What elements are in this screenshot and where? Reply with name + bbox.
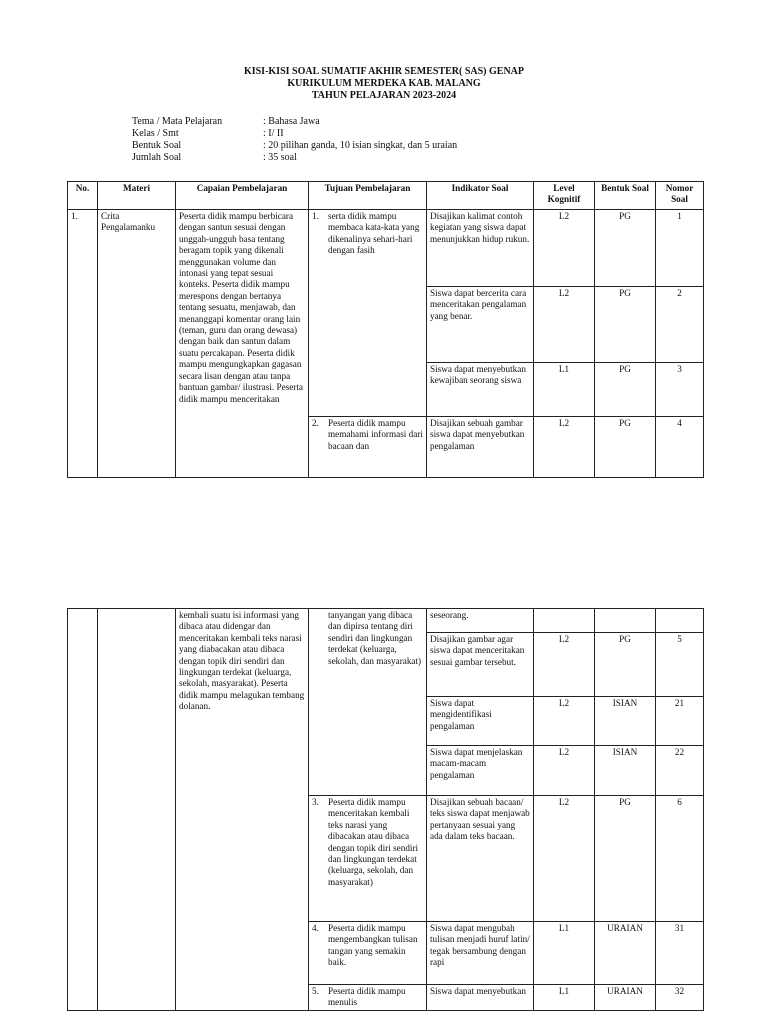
cell-level: L2: [534, 697, 595, 746]
cell-indikator: Disajikan sebuah bacaan/ teks siswa dapat menjawab pertanyaan sesuai yang ada dalam teks bacaan.: [427, 796, 534, 922]
meta-label: Tema / Mata Pelajaran: [132, 116, 223, 127]
header-bentuk: Bentuk Soal: [595, 182, 656, 210]
cell-capaian: kembali suatu isi informasi yang dibaca atau didengar dan menceritakan kembali teks narasi yang diabacakan atau dibaca dengan topik diri sendiri dan lingkungan terdekat (keluarga, sekolah, masyarakat). Peserta didik mampu melagukan tembang dolanan.: [176, 609, 309, 1011]
cell-no: [68, 609, 98, 1011]
cell-nomor: 21: [656, 697, 704, 746]
cell-bentuk: PG: [595, 633, 656, 697]
cell-bentuk: PG: [595, 796, 656, 922]
cell-level: L1: [534, 985, 595, 1011]
cell-indikator: Disajikan sebuah gambar siswa dapat menyebutkan pengalaman: [427, 417, 534, 478]
cell-level: L1: [534, 922, 595, 985]
cell-level: L2: [534, 210, 595, 287]
cell-bentuk: ISIAN: [595, 697, 656, 746]
cell-level: L2: [534, 746, 595, 796]
header-materi: Materi: [98, 182, 176, 210]
meta-value: : 20 pilihan ganda, 10 isian singkat, dan 5 uraian: [263, 140, 458, 151]
meta-label: Kelas / Smt: [132, 128, 179, 139]
cell-nomor: 32: [656, 985, 704, 1011]
cell-level: L2: [534, 796, 595, 922]
tujuan-item: [312, 923, 423, 969]
cell-nomor: 1: [656, 210, 704, 287]
header-indikator: Indikator Soal: [427, 182, 534, 210]
tujuan-number: 3.: [312, 797, 319, 807]
meta-row: [132, 140, 457, 152]
cell-no: 1.: [68, 210, 98, 478]
title-line-1: KISI-KISI SOAL SUMATIF AKHIR SEMESTER( SAS) GENAP: [243, 66, 525, 77]
table-row: [68, 210, 704, 287]
tujuan-text: Peserta didik mampu menulis: [328, 986, 406, 1008]
meta-row: [132, 152, 457, 164]
cell-indikator: Siswa dapat mengubah tulisan menjadi huruf latin/ tegak bersambung dengan rapi: [427, 922, 534, 985]
cell-indikator: seseorang.: [427, 609, 534, 633]
cell-nomor: 4: [656, 417, 704, 478]
tujuan-item: [312, 211, 423, 257]
cell-bentuk: PG: [595, 287, 656, 363]
cell-bentuk: PG: [595, 210, 656, 287]
cell-tujuan: [309, 609, 427, 796]
cell-materi: Crita Pengalamanku: [98, 210, 176, 478]
header-capaian: Capaian Pembelajaran: [176, 182, 309, 210]
cell-bentuk: ISIAN: [595, 746, 656, 796]
title-line-3: TAHUN PELAJARAN 2023-2024: [311, 90, 457, 101]
cell-level: L2: [534, 287, 595, 363]
meta-label: Bentuk Soal: [132, 140, 182, 151]
cell-bentuk: URAIAN: [595, 985, 656, 1011]
cell-nomor: 6: [656, 796, 704, 922]
tujuan-text: Peserta didik mampu memahami informasi dari bacaan dan: [328, 418, 423, 451]
cell-nomor: 3: [656, 363, 704, 417]
table-row: [68, 609, 704, 633]
tujuan-text: Peserta didik mampu menceritakan kembali teks narasi yang dibacakan atau dibaca dengan topik diri sendiri dan lingkungan terdekat (keluarga, sekolah, dan masyarakat): [328, 797, 419, 887]
cell-indikator: Siswa dapat menjelaskan macam-macam pengalaman: [427, 746, 534, 796]
cell-nomor: 2: [656, 287, 704, 363]
cell-bentuk: URAIAN: [595, 922, 656, 985]
table-header-row: [68, 182, 704, 210]
document-meta: [132, 116, 457, 164]
cell-level: L1: [534, 363, 595, 417]
tujuan-item: [312, 610, 423, 667]
meta-row: [132, 128, 457, 140]
cell-indikator: Siswa dapat menyebutkan: [427, 985, 534, 1011]
tujuan-item: [312, 797, 423, 888]
title-line-2: KURIKULUM MERDEKA KAB. MALANG: [287, 78, 481, 89]
meta-value: : 35 soal: [263, 152, 297, 163]
meta-row: [132, 116, 457, 128]
cell-indikator: Disajikan kalimat contoh kegiatan yang siswa dapat menunjukkan hidup rukun.: [427, 210, 534, 287]
grid-table-page-1: [67, 181, 704, 478]
cell-level: L2: [534, 633, 595, 697]
tujuan-number: 4.: [312, 923, 319, 933]
header-no: No.: [68, 182, 98, 210]
tujuan-text: serta didik mampu membaca kata-kata yang dikenalinya sehari-hari dengan fasih: [328, 211, 420, 256]
cell-bentuk: [595, 609, 656, 633]
header-nomor: Nomor Soal: [656, 182, 704, 210]
cell-indikator: Disajikan gambar agar siswa dapat menceritakan sesuai gambar tersebut.: [427, 633, 534, 697]
cell-bentuk: PG: [595, 417, 656, 478]
meta-value: : Bahasa Jawa: [263, 116, 320, 127]
cell-level: [534, 609, 595, 633]
header-level: Level Kognitif: [534, 182, 595, 210]
tujuan-number: 2.: [312, 418, 319, 428]
cell-bentuk: PG: [595, 363, 656, 417]
cell-tujuan: [309, 210, 427, 417]
tujuan-number: 5.: [312, 986, 319, 996]
cell-capaian: [176, 210, 309, 478]
meta-label: Jumlah Soal: [132, 152, 182, 163]
cell-nomor: 31: [656, 922, 704, 985]
cell-level: L2: [534, 417, 595, 478]
cell-nomor: 22: [656, 746, 704, 796]
meta-value: : I/ II: [263, 128, 284, 139]
tujuan-item: [312, 418, 423, 452]
header-tujuan: Tujuan Pembelajaran: [309, 182, 427, 210]
cell-indikator: Siswa dapat mengidentifikasi pengalaman: [427, 697, 534, 746]
document-title: [0, 66, 768, 102]
cell-materi: [98, 609, 176, 1011]
tujuan-number: 1.: [312, 211, 319, 221]
cell-indikator: Siswa dapat bercerita cara menceritakan pengalaman yang benar.: [427, 287, 534, 363]
cell-tujuan: [309, 922, 427, 985]
cell-indikator: Siswa dapat menyebutkan kewajiban seorang siswa: [427, 363, 534, 417]
cell-tujuan: [309, 417, 427, 478]
grid-table-page-2: [67, 608, 704, 1011]
tujuan-text: tanyangan yang dibaca dan dipirsa tentang diri sendiri dan lingkungan terdekat (keluarga, sekolah, dan masyarakat): [328, 610, 422, 666]
cell-tujuan: [309, 796, 427, 922]
tujuan-text: Peserta didik mampu mengembangkan tulisan tangan yang semakin baik.: [328, 923, 418, 968]
capaian-text: Peserta didik mampu berbicara dengan santun sesuai dengan unggah-ungguh basa tentang beragam topik yang dikenali menggunakan volume dan intonasi yang tepat sesuai konteks. Peserta didik mampu merespons dengan bertanya tentang sesuatu, menjawab, dan menanggapi komentar orang lain (teman, guru dan orang dewasa) dengan baik dan santun dalam suatu percakapan. Peserta didik mampu mengungkapkan gagasan secara lisan dengan atau tanpa bantuan gambar/ ilustrasi. Peserta didik mampu menceritakan: [179, 211, 303, 404]
tujuan-item: [312, 986, 423, 1009]
cell-nomor: [656, 609, 704, 633]
cell-nomor: 5: [656, 633, 704, 697]
cell-tujuan: [309, 985, 427, 1011]
